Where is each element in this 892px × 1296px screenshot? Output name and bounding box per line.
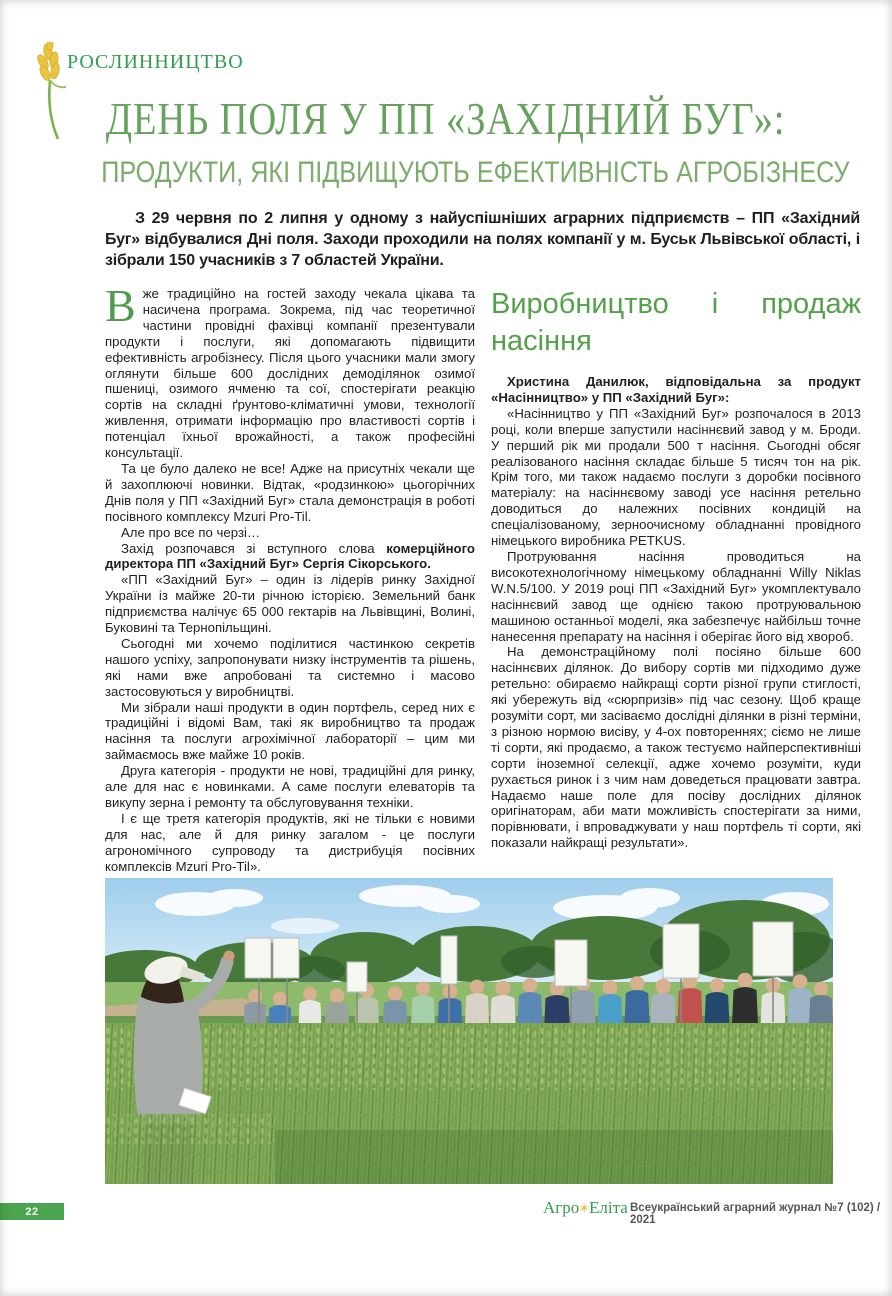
right-column <box>491 286 861 875</box>
speaker-intro: Христина Данилюк, відповідальна за продукт «Насінництво» у ПП «Західний Буг»: <box>491 374 861 405</box>
article-title-block <box>30 94 862 190</box>
page-number-badge <box>0 1203 64 1220</box>
journal-logo: Агро✶Еліта <box>543 1198 628 1217</box>
page-number: 22 <box>25 1205 39 1218</box>
lead-paragraph: З 29 червня по 2 липня у одному з найуспішніших аграрних підприємств – ПП «Західний Буг» відбувалися Дні поля. Заходи проходили на полях компанії у м. Буськ Львівської області, і зібрали 150 учасників з 7 областей України. <box>105 210 860 269</box>
section-label: РОСЛИННИЦТВО <box>67 51 244 73</box>
article-body <box>105 280 861 875</box>
paragraph: На демонстраційному полі посіяно більше 600 насіннєвих ділянок. До вибору сортів ми підходимо дуже ретельно: обираємо найкращі сорти різної групи стиглості, які убережуть від «сюрпризів» під час сезону. Щоб краще розуміти сорт, ми засіваємо дослідні ділянки в різні терміни, з різною нормою висіву, у 4-ох повтореннях; сіємо не лише ті сорти, які продаємо, а також тестуємо найперспективніші сорти іноземної селекції, адже хочемо розуміти, куди рухається ринок і з чим нам доведеться працювати завтра. Надаємо наше поле для посіву дослідних ділянок оригінаторам, аби мати можливість спостерігати за ними, порівнювати, і впроваджувати у наш портфель ті сорти, які показали найкращі результати». <box>491 644 861 851</box>
paragraph: Ми зібрали наші продукти в один портфель, серед них є традиційні і відомі Вам, такі як виробництво та продаж насіння та послуги агрохімічної лабораторії – цим ми займаємось вже майже 10 років. <box>105 699 475 763</box>
paragraph: «Насінництво у ПП «Західний Буг» розпочалося в 2013 році, коли вперше запустили насіннєвий завод у м. Броди. У перший рік ми продали 500 т насіння. Сьогодні обсяг реалізованого насіння складає більше 5 тисяч тон на рік. Крім того, ми також надаємо послуги з доробки посівного матеріалу: на насіннєвому заводі усе насіння ретельно доводиться до належних посівних кондицій на спеціалізованому, зерноочисному обладнанні провідного німецького виробника PETKUS. <box>491 405 861 549</box>
paragraph: Протруювання насіння проводиться на високотехнологічному німецькому обладнанні Willy Niklas W.N.5/100. У 2019 році ПП «Західний Буг» укомплектувало насіннєвий завод ще однією такою протруювальною машиною останньої моделі, яка забезпечує найбільш точне нанесення препарату на насіння і оберігає його від хвороб. <box>491 548 861 644</box>
paragraph: І є ще третя категорія продуктів, які не тільки є новими для нас, але й для ринку загалом - це послуги агрономічного супроводу та дистрибуція посівних комплексів Mzuri Pro-Til». <box>105 810 475 874</box>
article-title: ДЕНЬ ПОЛЯ У ПП «ЗАХІДНИЙ БУГ»: <box>106 93 786 144</box>
paragraph: Сьогодні ми хочемо поділитися частинкою секретів нашого успіху, запропонувати низку інструментів та рішень, які нами вже апробовані та системно і масово застосовуються у виробництві. <box>105 635 475 699</box>
journal-info: Всеукраїнський аграрний журнал №7 (102) / 2021 <box>630 1202 881 1226</box>
wheat-star-icon: ✶ <box>578 1202 590 1217</box>
section-heading: Виробництво і продаж насіння <box>491 288 861 357</box>
article-subtitle: ПРОДУКТИ, ЯКІ ПІДВИЩУЮТЬ ЕФЕКТИВНІСТЬ АГРОБІЗНЕСУ <box>101 156 850 189</box>
left-column <box>105 280 475 875</box>
paragraph: Та це було далеко не все! Адже на присутніх чекали ще й захоплюючі новинки. Відтак, «родзинкою» цьогорічних Днів поля у ПП «Західний Буг» стала демонстрація в роботі посівного комплексу Mzuri Pro-Til. <box>105 460 475 524</box>
field-day-photo <box>105 878 833 1184</box>
paragraph: Вже традиційно на гостей заходу чекала цікава та насичена програма. Зокрема, під час теоретичної частини провідні фахівці компанії презентували продукти і послуги, які допомагають підвищити ефективність агробізнесу. Після цього учасники мали змогу оглянути більше 600 дослідних демоділянок озимої пшениці, озимого ячменю та сої, спостерігати реакцію сортів на складні ґрунтово-кліматичні умови, технології живлення, отримати інформацію про властивості сортів і потенціал їхньої врожайності, а також професійні консультації. <box>105 280 475 461</box>
paragraph: Але про все по черзі… <box>121 524 261 540</box>
paragraph: Захід розпочався зі вступного слова комерційного директора ПП «Західний Буг» Сергія Сікорського. <box>105 540 475 572</box>
paragraph: Друга категорія - продукти не нові, традиційні для ринку, але для нас є новинками. А саме послуги елеваторів та викупу зерна і ремонту та обслуговування техніки. <box>105 763 475 810</box>
drop-cap: В <box>105 280 136 331</box>
paragraph: «ПП «Західний Буг» – один із лідерів ринку Західної України із майже 20-ти річною історією. Земельний банк підприємства налічує 65 000 гектарів на Львівщині, Волині, Буковині та Тернопільщині. <box>105 572 475 636</box>
speaker-name: комерційного директора ПП «Західний Буг» Сергія Сікорського. <box>105 540 475 572</box>
